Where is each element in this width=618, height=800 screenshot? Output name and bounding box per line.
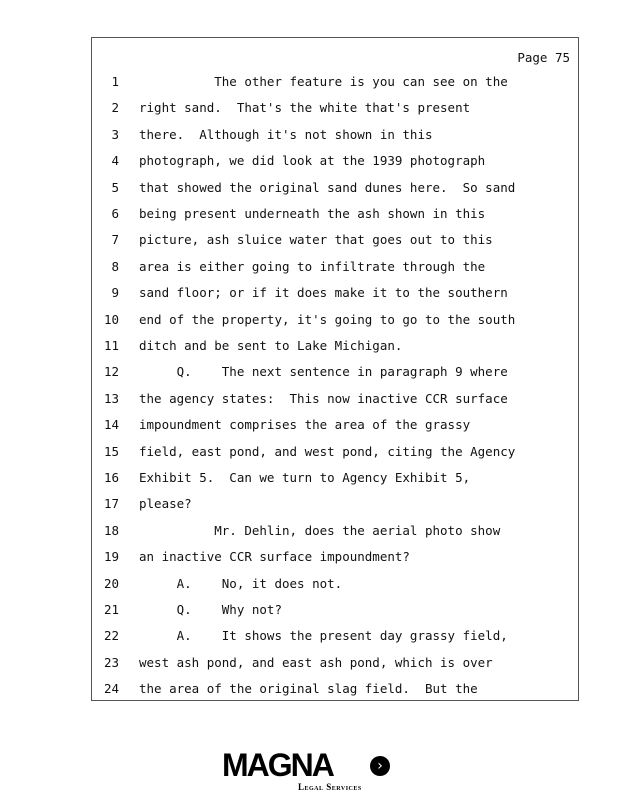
transcript-line <box>92 576 578 596</box>
transcript-line <box>92 127 578 147</box>
line-number: 12 <box>103 364 119 380</box>
line-number: 7 <box>111 232 119 248</box>
line-text: there. Although it's not shown in this <box>139 126 433 142</box>
transcript-line <box>92 523 578 543</box>
transcript-line <box>92 364 578 384</box>
line-number: 8 <box>111 258 119 274</box>
line-number: 6 <box>111 206 119 221</box>
line-text: A. It shows the present day grassy field, <box>139 628 508 644</box>
logo-tagline: Legal Services <box>298 782 362 792</box>
transcript-line <box>92 285 578 305</box>
transcript-line <box>92 549 578 569</box>
line-text: Q. The next sentence in paragraph 9 where <box>139 364 508 380</box>
transcript-line <box>92 206 578 226</box>
line-number: 24 <box>103 681 119 697</box>
line-number: 11 <box>103 338 119 353</box>
line-text: Exhibit 5. Can we turn to Agency Exhibit 5, <box>139 470 471 485</box>
line-number: 4 <box>111 153 119 169</box>
line-text: sand floor; or if it does make it to the southern <box>139 285 508 301</box>
line-number: 1 <box>111 74 119 89</box>
transcript-line <box>92 655 578 675</box>
transcript-line <box>92 312 578 332</box>
transcript-line <box>92 100 578 120</box>
line-text: picture, ash sluice water that goes out to this <box>139 232 493 248</box>
line-number: 16 <box>103 470 119 485</box>
line-number: 14 <box>103 417 119 433</box>
line-number: 9 <box>111 285 119 301</box>
line-text: please? <box>139 496 192 512</box>
line-number: 2 <box>111 100 119 116</box>
line-text: right sand. That's the white that's present <box>139 100 471 116</box>
line-number: 17 <box>103 496 119 512</box>
logo-wordmark: MAGNA <box>222 747 333 783</box>
line-number: 15 <box>103 443 119 459</box>
line-text: photograph, we did look at the 1939 photograph <box>139 153 486 169</box>
line-text: the area of the original slag field. But the <box>139 681 478 697</box>
transcript-line <box>92 602 578 622</box>
transcript-line <box>92 470 578 490</box>
line-text: impoundment comprises the area of the grassy <box>139 417 471 433</box>
line-text: area is either going to infiltrate through the <box>139 258 486 274</box>
line-text: A. No, it does not. <box>139 575 343 591</box>
line-number: 19 <box>103 549 119 565</box>
line-text: that showed the original sand dunes here. So sand <box>139 179 516 195</box>
line-number: 3 <box>111 126 119 142</box>
transcript-line <box>92 74 578 94</box>
line-number: 18 <box>103 522 119 538</box>
transcript-line <box>92 232 578 252</box>
line-number: 10 <box>103 311 119 327</box>
transcript-line <box>92 496 578 516</box>
page-number: Page 75 <box>517 50 570 65</box>
line-number: 5 <box>111 179 119 195</box>
transcript-line <box>92 259 578 279</box>
arrow-circle-icon: › <box>370 756 390 776</box>
line-text: west ash pond, and east ash pond, which is over <box>139 654 493 670</box>
line-text: Mr. Dehlin, does the aerial photo show <box>139 522 501 538</box>
line-text: Q. Why not? <box>139 602 282 617</box>
line-text: The other feature is you can see on the <box>139 74 508 89</box>
line-number: 20 <box>103 575 119 591</box>
line-text: the agency states: This now inactive CCR surface <box>139 390 508 406</box>
transcript-line <box>92 180 578 200</box>
line-text: field, east pond, and west pond, citing the Agency <box>139 443 516 459</box>
line-number: 22 <box>103 628 119 644</box>
line-text: an inactive CCR surface impoundment? <box>139 549 410 565</box>
line-number: 23 <box>103 654 119 670</box>
transcript-line <box>92 417 578 437</box>
transcript-line <box>92 391 578 411</box>
transcript-page <box>91 37 579 701</box>
transcript-line <box>92 444 578 464</box>
transcript-line <box>92 628 578 648</box>
line-number: 21 <box>103 602 119 617</box>
transcript-line <box>92 681 578 701</box>
transcript-line <box>92 338 578 358</box>
transcript-line <box>92 153 578 173</box>
line-text: end of the property, it's going to go to the south <box>139 311 516 327</box>
line-number: 13 <box>103 390 119 406</box>
line-text: ditch and be sent to Lake Michigan. <box>139 338 403 353</box>
line-text: being present underneath the ash shown in this <box>139 206 486 221</box>
magna-logo <box>222 748 398 794</box>
